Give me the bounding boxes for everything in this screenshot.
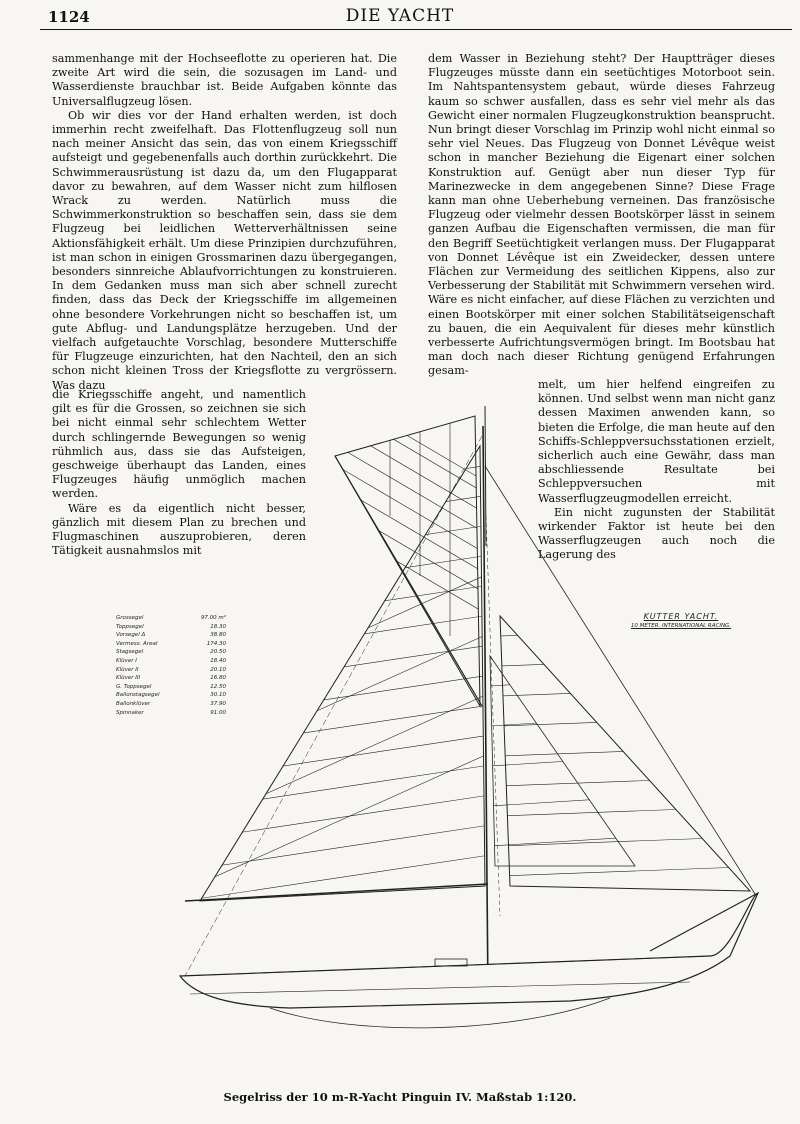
jib [500, 616, 750, 891]
topsail [335, 416, 480, 706]
hull [180, 893, 758, 1008]
sail-area-value: 20.50 [210, 649, 226, 656]
jib-hatching [500, 626, 770, 876]
sail-area-row [116, 614, 226, 623]
sail-area-value: 16.80 [210, 675, 226, 682]
sail-area-value: 37.90 [210, 700, 226, 707]
paragraph: sammenhange mit der Hochseeflotte zu operieren hat. Die zweite Art wird die sein, die sozusagen im Land- und Wasserdienste brauchbar ist. Beide Aufgaben könnte das Universalflugzeug lösen. [52, 52, 397, 108]
sail-area-value: 97.00 m² [200, 615, 226, 621]
paragraph: die Kriegsschiffe angeht, und namentlich gilt es für die Grossen, so zeichnen sie sich bei nicht einmal sehr schlechtem Wetter durch schlingernde Bewegungen so wenig rühmlich aus, dass sie das Aufsteigen, geschweige überhaupt das Landen, eines Flugzeuges häufig unmöglich machen werden. [52, 388, 306, 501]
paragraph: Ein nicht zugunsten der Stabilität wirkender Faktor ist heute bei den Wasserflugzeugen auch noch die Lagerung des [538, 505, 775, 562]
running-head: DIE YACHT [345, 6, 455, 26]
page-number: 1124 [48, 8, 90, 26]
sail-area-table [116, 614, 226, 717]
sail-area-row [116, 709, 226, 718]
sail-area-row [116, 691, 226, 700]
sail-area-name: Vermess. Areal [116, 640, 158, 647]
left-column [52, 52, 397, 393]
sail-area-name: Klüver II [116, 666, 139, 673]
sail-area-value: 91.00 [210, 709, 226, 716]
drawing-title-block [606, 612, 756, 629]
sail-area-value: 18.30 [210, 623, 226, 630]
sail-area-row [116, 666, 226, 675]
paragraph: dem Wasser in Beziehung steht? Der Hauptträger dieses Flugzeuges müsste dann ein seetüchtiges Motorboot sein. Im Nahtspantensystem gebaut, würde dieses Fahrzeug kaum so schwer ausfallen, dass es sehr viel mehr als das Gewicht einer normalen Flugzeugkonstruktion beansprucht. Nun bringt dieser Vorschlag im Prinzip wohl nicht einmal so sehr viel Neues. Das Flugzeug von Donnet Lévêque weist schon in mancher Beziehung die Eigenart einer solchen Konstruktion auf. Genügt aber nun dieser Typ für Marinezwecke in dem angegebenen Sinne? Diese Frage kann man ohne Ueberhebung verneinen. Das französische Flugzeug oder vielmehr dessen Bootskörper lässt in seinem ganzen Aufbau die Eigenschaften vermissen, die man für den Begriff Seetüchtigkeit verlangen muss. Der Flugapparat von Donnet Lévêque ist ein Zweidecker, dessen untere Flächen zur Vermeidung des seitlichen Kippens, also zur Verbesserung der Stabilität mit Schwimmern versehen wird. Wäre es nicht einfacher, auf diese Flächen zu verzichten und einen Bootskörper mit einer solchen Stabilitätseigenschaft zu bauen, die ein Aequivalent für dieses mehr künstlich verbesserte Aufrichtungsvermögen bringt. Im Bootsbau hat man doch nach dieser Richtung genügend Erfahrungen gesam- [428, 52, 775, 378]
paragraph: Ob wir dies vor der Hand erhalten werden, ist doch immerhin recht zweifelhaft. Das Flottenflugzeug soll nun nach meiner Ansicht das sein, das von einem Kriegsschiff aufsteigt und gegebenenfalls auch dorthin zurückkehrt. Die Schwimmerausrüstung ist dazu da, um den Flugapparat davor zu bewahren, auf dem Wasser nicht zum hilflosen Wrack zu werden. Natürlich muss die Schwimmerkonstruktion so beschaffen sein, dass sie dem Flugzeug bei leidlichen Wetterverhältnissen seine Aktionsfähigkeit erhält. Um diese Prinzipien durchzuführen, ist man schon in einigen Grossmarinen dazu übergegangen, besonders sinnreiche Ablaufvorrichtungen zu konstruieren. In dem Gedanken muss man sich aber schnell zurecht finden, dass das Deck der Kriegsschiffe im allgemeinen ohne besondere Vorkehrungen nicht so beschaffen ist, um gute Abflug- und Landungsplätze herzugeben. Und der vielfach aufgetauchte Vorschlag, besondere Mutterschiffe für Flugzeuge einzurichten, hat den Nachteil, den an sich schon nicht kleinen Tross der Kriegsflotte zu vergrössern. Was dazu [52, 108, 397, 392]
sail-area-row [116, 631, 226, 640]
sail-area-name: G. Toppsegel [116, 683, 152, 690]
boom [185, 884, 488, 901]
sail-area-row [116, 683, 226, 692]
shroud [486, 516, 500, 916]
sail-area-value: 38.80 [210, 632, 226, 639]
sail-area-row [116, 623, 226, 632]
sail-area-name: Klüver I [116, 657, 137, 664]
drawing-subtitle: 10 METER. INTERNATIONAL RACING. [630, 623, 732, 629]
mainsail [200, 446, 485, 901]
sail-area-row [116, 648, 226, 657]
sail-area-name: Grossegel [116, 615, 144, 621]
sail-area-value: 20.10 [210, 666, 226, 673]
sail-area-value: 174.30 [206, 640, 226, 647]
sail-area-name: Stagsegel [116, 649, 144, 656]
sail-area-name: Vorsegel Δ [116, 632, 146, 639]
backstay [185, 436, 482, 976]
sail-area-row [116, 700, 226, 709]
forestay [485, 466, 755, 894]
paragraph: Wäre es da eigentlich nicht besser, gänzlich mit diesem Plan zu brechen und Flugmaschinen auszuprobieren, deren Tätigkeit ausnahmslos mit [52, 501, 306, 558]
sail-area-row [116, 640, 226, 649]
sail-area-name: Spinnaker [116, 709, 144, 716]
sail-area-value: 30.10 [210, 692, 226, 699]
drawing-title: KUTTER YACHT. [643, 612, 719, 621]
sail-area-name: Ballonklüver [116, 700, 151, 707]
header-rule [40, 29, 792, 30]
sail-area-value: 12.50 [210, 683, 226, 690]
sail-area-row [116, 674, 226, 683]
staysail-hatching [490, 676, 650, 846]
staysail [490, 656, 635, 866]
sail-area-row [116, 657, 226, 666]
sail-plan-drawing [90, 396, 790, 1086]
figure-caption: Segelriss der 10 m-R-Yacht Pinguin IV. Maßstab 1:120. [223, 1090, 577, 1104]
sail-area-name: Toppsegel [116, 623, 144, 630]
sail-area-name: Ballonstagsegel [116, 692, 160, 699]
gaff [335, 456, 482, 706]
topmast [485, 406, 486, 546]
paragraph: melt, um hier helfend eingreifen zu können. Und selbst wenn man nicht ganz dessen Maximen anwenden kann, so bieten die Erfolge, die man heute auf den Schiffs-Schleppversuchsstationen erzielt, sicherlich auch eine Gewähr, dass man abschliessende Resultate bei Schleppversuchen mit Wasserflugzeugmodellen erreicht. [538, 378, 775, 505]
sail-area-name: Klüver III [116, 675, 141, 682]
right-column [428, 52, 775, 379]
sail-area-value: 18.40 [210, 657, 226, 664]
